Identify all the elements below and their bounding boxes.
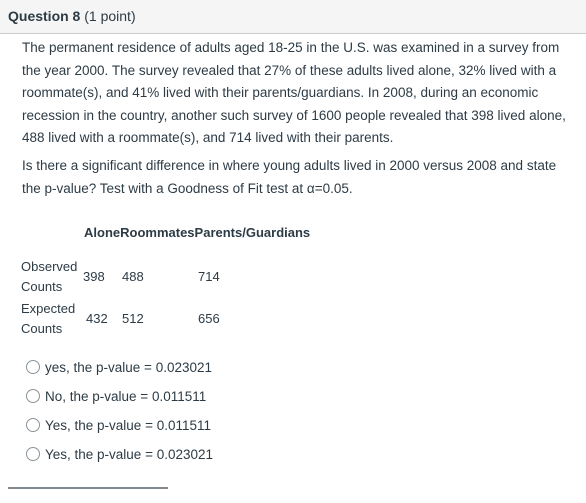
row-label-observed: Observed — [21, 259, 78, 274]
observed-roommates: 488 — [122, 269, 144, 284]
radio-button[interactable] — [26, 418, 40, 432]
row-label-expected-line2: Counts — [21, 321, 63, 336]
row-label-observed-line2: Counts — [21, 279, 63, 294]
option-label: No, the p-value = 0.011511 — [45, 388, 207, 404]
row-label-expected: Expected — [21, 301, 76, 316]
radio-button[interactable] — [26, 447, 40, 461]
option-label: yes, the p-value = 0.023021 — [45, 359, 212, 375]
question-prompt: Is there a significant difference in where young adults lived in 2000 versus 2008 and state the p-value? Test with a Goodness of Fit test at α=0.05. — [22, 158, 557, 196]
table-header-row — [84, 225, 310, 240]
header-parents: Parents/Guardians — [194, 225, 311, 240]
expected-parents: 656 — [198, 311, 220, 326]
next-question-header-cutoff — [8, 487, 168, 503]
header-roommates: Roommates — [120, 225, 195, 240]
observed-alone: 398 — [83, 269, 105, 284]
expected-alone: 432 — [86, 311, 108, 326]
question-text: The permanent residence of adults aged 18-25 in the U.S. was examined in a survey from the year 2000. The survey revealed that 27% of these adults lived alone, 32% lived with a roommate(s), and 41% lived with their parents/guardians. In 2008, during an economic recession in the country, another such survey of 1600 people revealed that 398 lived alone, 488 lived with a roommate(s), and 714 lived with their parents. — [22, 40, 566, 145]
question-number: Question 8 — [8, 8, 81, 24]
option-3[interactable] — [26, 415, 211, 435]
header-alone: Alone — [84, 225, 121, 240]
question-points: (1 point) — [84, 8, 136, 24]
radio-button[interactable] — [26, 389, 40, 403]
option-2[interactable] — [26, 386, 206, 406]
option-4[interactable] — [26, 444, 213, 464]
option-1[interactable] — [26, 357, 212, 377]
option-label: Yes, the p-value = 0.011511 — [45, 417, 212, 433]
question-header — [0, 0, 586, 34]
observed-parents: 714 — [198, 269, 220, 284]
radio-button[interactable] — [26, 360, 40, 374]
option-label: Yes, the p-value = 0.023021 — [45, 446, 214, 462]
expected-roommates: 512 — [122, 311, 144, 326]
question-title — [8, 8, 136, 24]
